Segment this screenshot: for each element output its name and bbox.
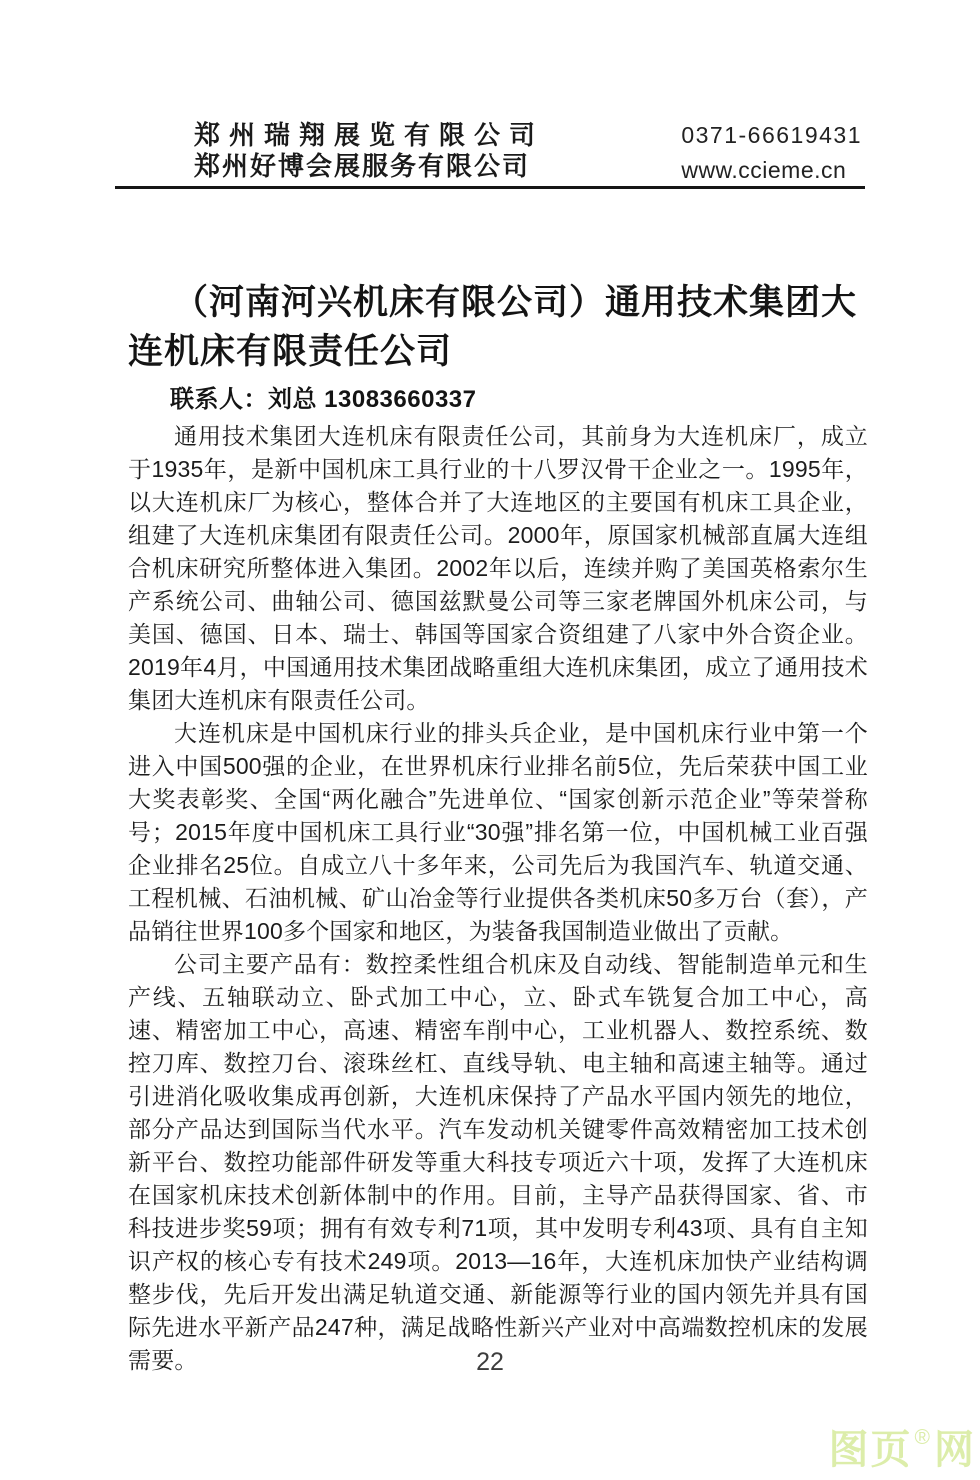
- contact-person-line: 联系人：刘总 13083660337: [170, 386, 477, 413]
- watermark-text-left: 图页: [828, 1428, 913, 1472]
- header-website: www.ccieme.cn: [681, 157, 847, 183]
- header-phone-number: 0371-66619431: [681, 122, 862, 148]
- header-company-name-1: 郑州瑞翔展览有限公司: [194, 120, 545, 150]
- paragraph-main-products: 公司主要产品有：数控柔性组合机床及自动线、智能制造单元和生产线、五轴联动立、卧式加工中心，立、卧式车铣复合加工中心，高速、精密加工中心，高速、精密车削中心，工业机器人、数控系统、数控刀库、数控刀台、滚珠丝杠、直线导轨、电主轴和高速主轴等。通过引进消化吸收集成再创新，大连机床保持了产品水平国内领先的地位，部分产品达到国际当代水平。汽车发动机关键零件高效精密加工技术创新平台、数控功能部件研发等重大科技专项近六十项，发挥了大连机床在国家机床技术创新体制中的作用。目前，主导产品获得国家、省、市科技进步奖59项；拥有有效专利71项，其中发明专利43项、具有自主知识产权的核心专有技术249项。2013—16年，大连机床加快产业结构调整步伐，先后开发出满足轨道交通、新能源等行业的国内领先并具有国际先进水平新产品247种，满足战略性新兴产业对中高端数控机床的发展需要。: [128, 951, 868, 1373]
- article: [128, 278, 868, 1377]
- header-company-name-2: 郑州好博会展服务有限公司: [194, 151, 531, 181]
- watermark-logo: [828, 1426, 976, 1472]
- paragraph-industry-ranking: 大连机床是中国机床行业的排头兵企业，是中国机床行业中第一个进入中国500强的企业，在世界机床行业排名前5位，先后荣获中国工业大奖表彰奖、全国“两化融合”先进单位、“国家创新示范企业”等荣誉称号；2015年度中国机床工具行业“30强”排名第一位，中国机械工业百强企业排名25位。自成立八十多年来，公司先后为我国汽车、轨道交通、工程机械、石油机械、矿山冶金等行业提供各类机床50多万台（套），产品销往世界100多个国家和地区，为装备我国制造业做出了贡献。: [128, 720, 868, 944]
- page-number: 22: [476, 1348, 504, 1376]
- header-divider: [115, 186, 865, 189]
- page-header: [128, 120, 862, 183]
- header-company-block: [128, 120, 544, 182]
- header-contact-block: [681, 120, 862, 183]
- article-title: （河南河兴机床有限公司）通用技术集团大连机床有限责任公司: [128, 283, 858, 371]
- paragraph-company-history: 通用技术集团大连机床有限责任公司，其前身为大连机床厂，成立于1935年，是新中国机床工具行业的十八罗汉骨干企业之一。1995年，以大连机床厂为核心，整体合并了大连地区的主要国有机床工具企业，组建了大连机床集团有限责任公司。2000年，原国家机械部直属大连组合机床研究所整体进入集团。2002年以后，连续并购了美国英格索尔生产系统公司、曲轴公司、德国兹默曼公司等三家老牌国外机床公司，与美国、德国、日本、瑞士、韩国等国家合资组建了八家中外合资企业。2019年4月，中国通用技术集团战略重组大连机床集团，成立了通用技术集团大连机床有限责任公司。: [128, 423, 868, 713]
- watermark-text-right: 网: [934, 1428, 976, 1472]
- registered-trademark-icon: ®: [914, 1426, 932, 1449]
